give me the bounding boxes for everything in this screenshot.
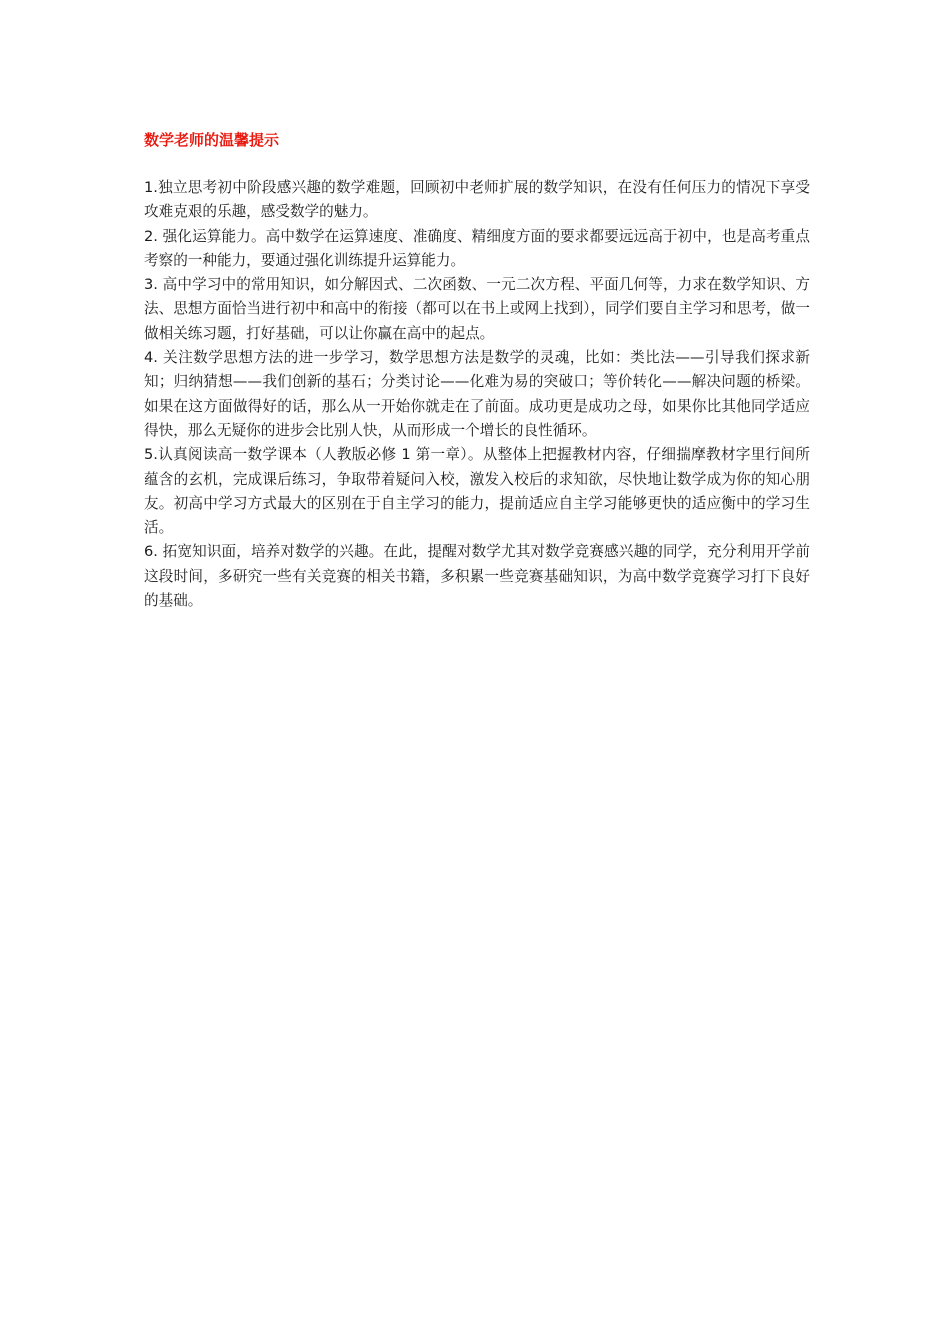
paragraph-6: 6. 拓宽知识面，培养对数学的兴趣。在此，提醒对数学尤其对数学竞赛感兴趣的同学，充分利用开学前这段时间，多研究一些有关竞赛的相关书籍，多积累一些竞赛基础知识，为高中数学竞赛学习打下良好的基础。 [144,543,810,610]
paragraph-1: 1.独立思考初中阶段感兴趣的数学难题，回顾初中老师扩展的数学知识，在没有任何压力的情况下享受攻难克艰的乐趣，感受数学的魅力。 [144,179,810,221]
document-title: 数学老师的温馨提示 [144,131,280,149]
paragraph-5: 5.认真阅读高一数学课本（人教版必修 1 第一章）。从整体上把握教材内容，仔细揣摩教材字里行间所蕴含的玄机，完成课后练习，争取带着疑问入校，激发入校后的求知欲，尽快地让数学成为你的知心朋友。初高中学习方式最大的区别在于自主学习的能力，提前适应自主学习能够更快的适应衡中的学习生活。 [144,446,810,537]
document-body [144,176,810,613]
paragraph-2: 2. 强化运算能力。高中数学在运算速度、准确度、精细度方面的要求都要远远高于初中，也是高考重点考察的一种能力，要通过强化训练提升运算能力。 [144,227,810,269]
paragraph-3: 3. 高中学习中的常用知识，如分解因式、二次函数、一元二次方程、平面几何等，力求在数学知识、方法、思想方面恰当进行初中和高中的衔接（都可以在书上或网上找到），同学们要自主学习和思考，做一做相关练习题，打好基础，可以让你赢在高中的起点。 [144,276,810,342]
paragraph-4: 4. 关注数学思想方法的进一步学习，数学思想方法是数学的灵魂，比如：类比法——引导我们探求新知；归纳猜想——我们创新的基石；分类讨论——化难为易的突破口；等价转化——解决问题的桥梁。如果在这方面做得好的话，那么从一开始你就走在了前面。成功更是成功之母，如果你比其他同学适应得快，那么无疑你的进步会比别人快，从而形成一个增长的良性循环。 [144,349,810,439]
